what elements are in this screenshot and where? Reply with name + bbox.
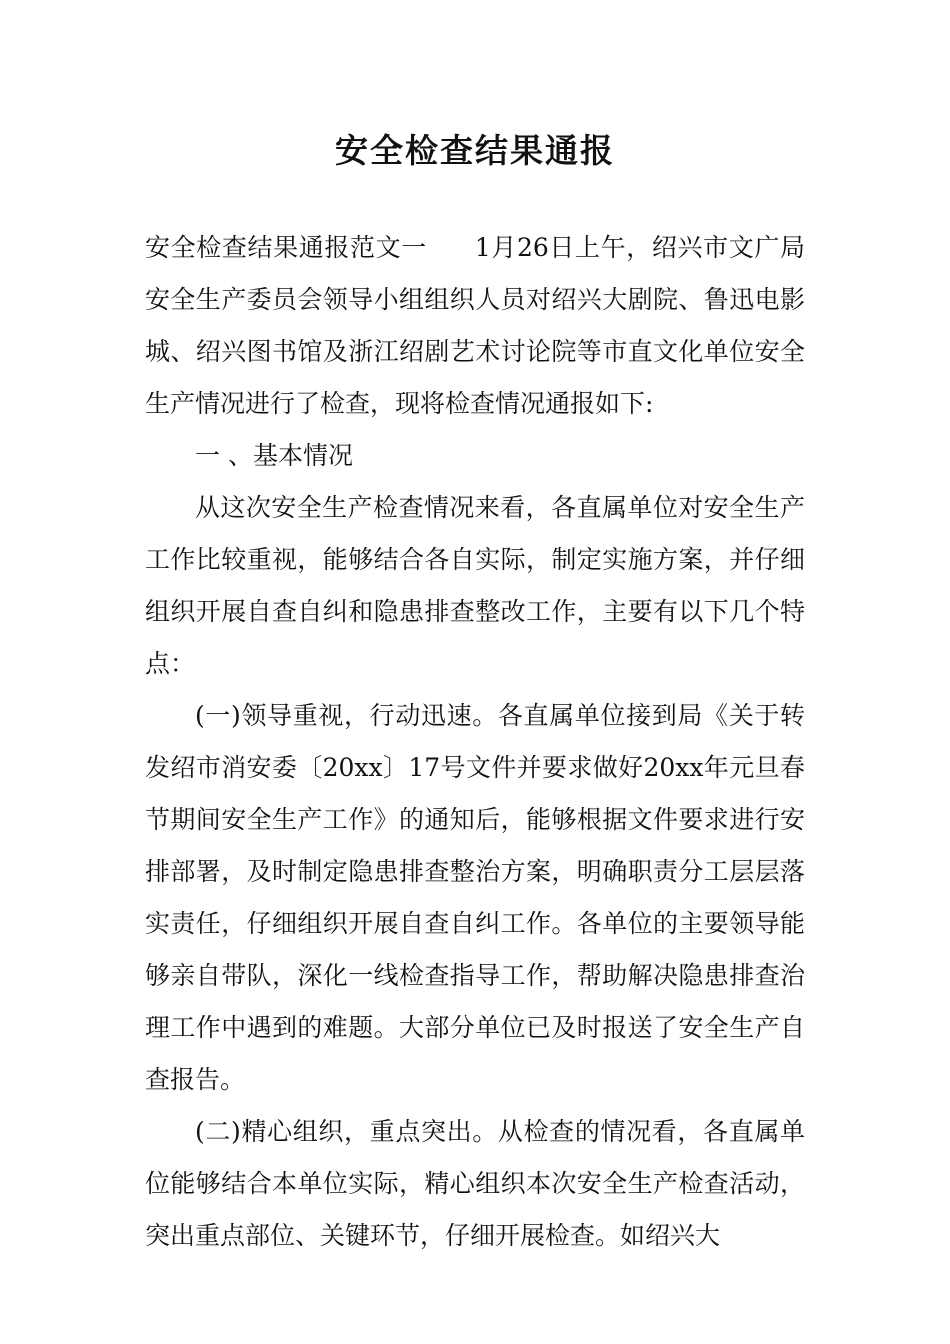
paragraph-overview: 从这次安全生产检查情况来看，各直属单位对安全生产工作比较重视，能够结合各自实际，制定实施方案，并仔细组织开展自查自纠和隐患排查整改工作，主要有以下几个特点：: [145, 493, 805, 678]
document-title: 安全检查结果通报: [335, 131, 615, 170]
intro-text: 1月26日上午，绍兴市文广局安全生产委员会领导小组组织人员对绍兴大剧院、鲁迅电影城、绍兴图书馆及浙江绍剧艺术讨论院等市直文化单位安全生产情况进行了检查，现将检查情况通报如下:: [145, 233, 805, 418]
intro-paragraph: [145, 222, 805, 430]
document-body: [145, 222, 805, 1262]
paragraph-point-1: (一)领导重视，行动迅速。各直属单位接到局《关于转发绍市消安委〔20xx〕17号文件并要求做好20xx年元旦春节期间安全生产工作》的通知后，能够根据文件要求进行安排部署，及时制定隐患排查整治方案，明确职责分工层层落实责任，仔细组织开展自查自纠工作。各单位的主要领导能够亲自带队，深化一线检查指导工作，帮助解决隐患排查治理工作中遇到的难题。大部分单位已及时报送了安全生产自查报告。: [145, 701, 805, 1094]
section-heading: 一 、基本情况: [195, 441, 353, 470]
intro-label: 安全检查结果通报范文一: [145, 233, 427, 262]
paragraph-point-2: (二)精心组织，重点突出。从检查的情况看，各直属单位能够结合本单位实际，精心组织本次安全生产检查活动，突出重点部位、关键环节，仔细开展检查。如绍兴大: [145, 1117, 805, 1250]
